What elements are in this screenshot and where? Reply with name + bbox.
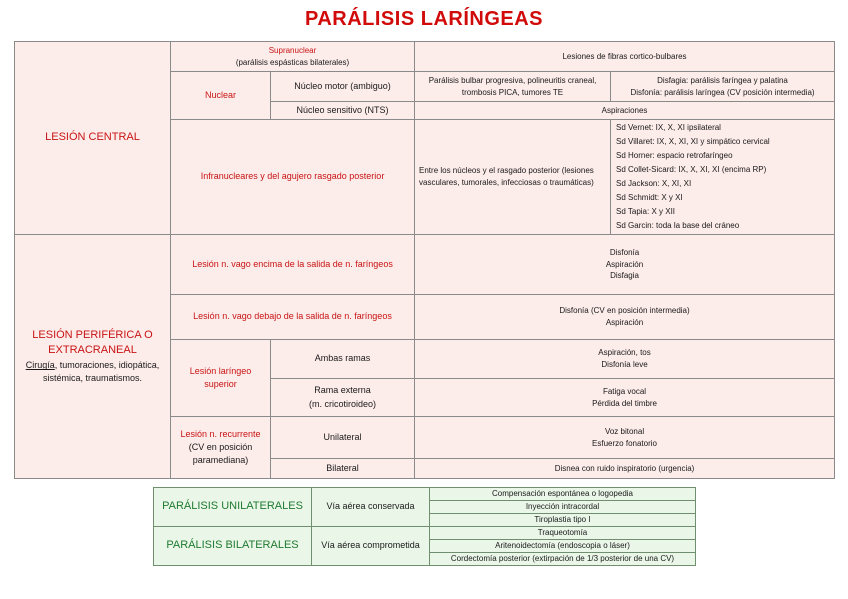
both-branches-effect: Disfonía leve	[601, 360, 648, 369]
syndrome-item: Sd Collet-Sicard: IX, X, XI, XI (encima RP)	[616, 165, 767, 174]
syndrome-list	[611, 120, 835, 235]
recurrent-line1: Lesión n. recurrente	[180, 428, 261, 439]
motor-effect-line1: Disfagia: parálisis faríngea y palatina	[657, 75, 788, 85]
treatment-item: Traqueotomía	[430, 527, 696, 540]
vagus-below-effects	[415, 295, 835, 340]
peripheral-lesion-cell	[15, 235, 171, 479]
vagus-below-effect: Disfonía (CV en posición intermedia)	[559, 306, 690, 316]
recurrent-line3: paramediana)	[192, 455, 249, 466]
unilateral-paralysis-label: PARÁLISIS UNILATERALES	[154, 488, 312, 527]
page-title: PARÁLISIS LARÍNGEAS	[304, 8, 544, 30]
bilateral-airway: Vía aérea comprometida	[312, 527, 430, 566]
superior-laryngeal-label	[171, 340, 271, 417]
sensory-nucleus-effect: Aspiraciones	[415, 102, 835, 120]
syndrome-item: Sd Schmidt: X y XI	[616, 193, 683, 202]
motor-nucleus-causes	[415, 72, 611, 102]
external-branch-effect: Pérdida del timbre	[592, 398, 657, 408]
external-branch-line2: (m. cricotiroideo)	[309, 398, 377, 409]
superior-laryngeal-line1: Lesión laríngeo	[189, 365, 252, 376]
peripheral-label-line2: EXTRACRANEAL	[48, 344, 137, 357]
vagus-above-effects	[415, 235, 835, 295]
treatment-item: Aritenoidectomía (endoscopia o láser)	[430, 540, 696, 553]
bilateral-label: Bilateral	[271, 459, 415, 479]
motor-nucleus-label: Núcleo motor (ambiguo)	[271, 72, 415, 102]
bilateral-paralysis-label: PARÁLISIS BILATERALES	[154, 527, 312, 566]
external-branch-label	[271, 379, 415, 417]
vagus-below-effect: Aspiración	[605, 318, 644, 327]
syndrome-item: Sd Jackson: X, XI, XI	[616, 179, 692, 188]
both-branches-effect: Aspiración, tos	[598, 348, 651, 358]
vagus-above-effect: Disfagia	[610, 271, 639, 281]
treatment-item: Tiroplastia tipo I	[430, 514, 696, 527]
nuclear-label: Nuclear	[171, 72, 271, 120]
recurrent-nerve-label	[171, 417, 271, 479]
bilateral-effect: Disnea con ruido inspiratorio (urgencia)	[415, 459, 835, 479]
vagus-above-effect: Disfonía	[609, 248, 640, 258]
vagus-above-effect: Aspiración	[605, 259, 644, 269]
supranuclear-cell	[171, 42, 415, 72]
motor-causes-line1: Parálisis bulbar progresiva, polineuritis craneal,	[428, 75, 597, 85]
supranuclear-name: Supranuclear	[268, 45, 317, 55]
motor-nucleus-effects	[611, 72, 835, 102]
motor-causes-line2: trombosis PICA, tumores TE	[461, 87, 564, 97]
motor-effect-line2: Disfonía: parálisis laríngea (CV posición intermedia)	[630, 87, 815, 97]
unilateral-effect: Voz bitonal	[604, 426, 645, 436]
sensory-nucleus-label: Núcleo sensitivo (NTS)	[271, 102, 415, 120]
unilateral-effects	[415, 417, 835, 459]
both-branches-label: Ambas ramas	[271, 340, 415, 379]
treatment-summary-table	[153, 487, 696, 566]
superior-laryngeal-line2: superior	[204, 379, 237, 389]
syndrome-item: Sd Vernet: IX, X, XI ipsilateral	[616, 123, 721, 132]
both-branches-effects	[415, 340, 835, 379]
infranuclear-label: Infranucleares y del agujero rasgado posterior	[171, 120, 415, 235]
vagus-below-label: Lesión n. vago debajo de la salida de n. faríngeos	[171, 295, 415, 340]
vagus-above-label: Lesión n. vago encima de la salida de n. faríngeos	[171, 235, 415, 295]
unilateral-label: Unilateral	[271, 417, 415, 459]
syndrome-item: Sd Villaret: IX, X, XI, XI y simpático cervical	[616, 137, 770, 146]
syndrome-item: Sd Tapia: X y XII	[616, 207, 676, 216]
unilateral-effect: Esfuerzo fonatorio	[592, 438, 657, 448]
recurrent-line2: (CV en posición	[188, 441, 253, 452]
external-branch-effect: Fatiga vocal	[602, 386, 647, 396]
cause-rest-line2: sistémica, traumatismos.	[42, 373, 143, 384]
infranuclear-desc: Entre los núcleos y el rasgado posterior (lesiones vasculares, tumorales, infecciosas o traumáticas)	[415, 120, 611, 235]
external-branch-effects	[415, 379, 835, 417]
treatment-item: Inyección intracordal	[430, 501, 696, 514]
syndrome-item: Sd Horner: espacio retrofaríngeo	[616, 151, 733, 160]
external-branch-line1: Rama externa	[314, 385, 371, 396]
syndrome-item: Sd Garcin: toda la base del cráneo	[616, 221, 740, 230]
supranuclear-sub: (parálisis espásticas bilaterales)	[235, 57, 350, 67]
peripheral-label-line1: LESIÓN PERIFÉRICA O	[32, 328, 153, 341]
treatment-item: Compensación espontánea o logopedia	[430, 488, 696, 501]
central-lesion-label: LESIÓN CENTRAL	[15, 42, 171, 235]
cause-surgery-link[interactable]: Cirugía	[25, 360, 55, 371]
paralysis-table	[14, 41, 835, 479]
supranuclear-desc: Lesiones de fibras cortico-bulbares	[415, 42, 835, 72]
unilateral-airway: Vía aérea conservada	[312, 488, 430, 527]
cause-rest-line1: , tumoraciones, idiopática,	[54, 360, 160, 371]
treatment-item: Cordectomía posterior (extirpación de 1/3 posterior de una CV)	[430, 553, 696, 566]
